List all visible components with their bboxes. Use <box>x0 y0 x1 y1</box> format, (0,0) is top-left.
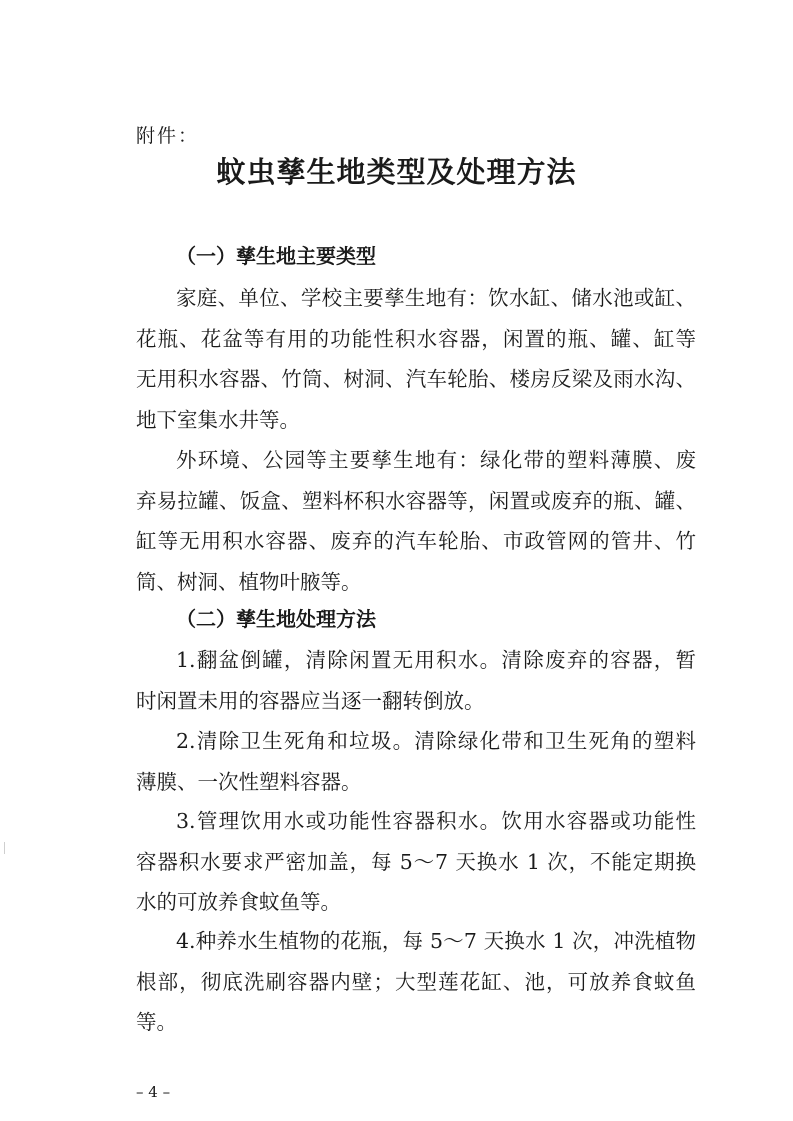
paragraph-line: 容器积水要求严密加盖，每 5～7 天换水 1 次，不能定期换 <box>136 849 696 874</box>
paragraph-line: 缸等无用积水容器、废弃的汽车轮胎、市政管网的管井、竹 <box>136 529 696 553</box>
paragraph-line: 水的可放养食蚊鱼等。 <box>136 890 341 914</box>
section-heading: （一）孳生地主要类型 <box>176 244 376 268</box>
paragraph-line: 弃易拉罐、饭盒、塑料杯积水容器等，闲置或废弃的瓶、罐、 <box>136 488 696 513</box>
scan-margin-mark <box>4 842 11 854</box>
paragraph-outdoor-sites <box>136 440 696 602</box>
method-item-4 <box>136 921 696 1043</box>
paragraph-line: 3.管理饮用水或功能性容器积水。饮用水容器或功能性 <box>176 809 696 833</box>
paragraph-line: 筒、树洞、植物叶腋等。 <box>136 569 362 594</box>
paragraph-line: 花瓶、花盆等有用的功能性积水容器，闲置的瓶、罐、缸等 <box>136 326 696 351</box>
page-title: 蚊虫孳生地类型及处理方法 <box>216 155 577 189</box>
paragraph-home-sites <box>136 278 696 440</box>
section-heading: （二）孳生地处理方法 <box>176 607 376 631</box>
paragraph-line: 4.种养水生植物的花瓶，每 5～7 天换水 1 次，冲洗植物 <box>176 929 696 953</box>
paragraph-line: 家庭、单位、学校主要孳生地有：饮水缸、储水池或缸、 <box>176 286 696 310</box>
method-item-2 <box>136 721 696 802</box>
paragraph-line: 等。 <box>136 1010 177 1034</box>
paragraph-line: 2.清除卫生死角和垃圾。清除绿化带和卫生死角的塑料 <box>176 729 696 753</box>
paragraph-line: 薄膜、一次性塑料容器。 <box>136 769 362 794</box>
paragraph-line: 1.翻盆倒罐，清除闲置无用积水。清除废弃的容器，暂 <box>176 648 696 672</box>
paragraph-line: 地下室集水井等。 <box>136 407 300 432</box>
section-2 <box>136 599 696 640</box>
paragraph-line: 根部，彻底洗刷容器内壁；大型莲花缸、池，可放养食蚊鱼 <box>136 969 696 994</box>
paragraph-line: 无用积水容器、竹筒、树洞、汽车轮胎、楼房反梁及雨水沟、 <box>136 367 696 391</box>
page-number: – 4 – <box>136 1083 171 1101</box>
paragraph-line: 时闲置未用的容器应当逐一翻转倒放。 <box>136 688 485 713</box>
attachment-label: 附件： <box>136 125 200 147</box>
method-item-1 <box>136 640 696 721</box>
method-item-3 <box>136 801 696 923</box>
section-1 <box>136 236 696 277</box>
paragraph-line: 外环境、公园等主要孳生地有：绿化带的塑料薄膜、废 <box>176 448 696 472</box>
